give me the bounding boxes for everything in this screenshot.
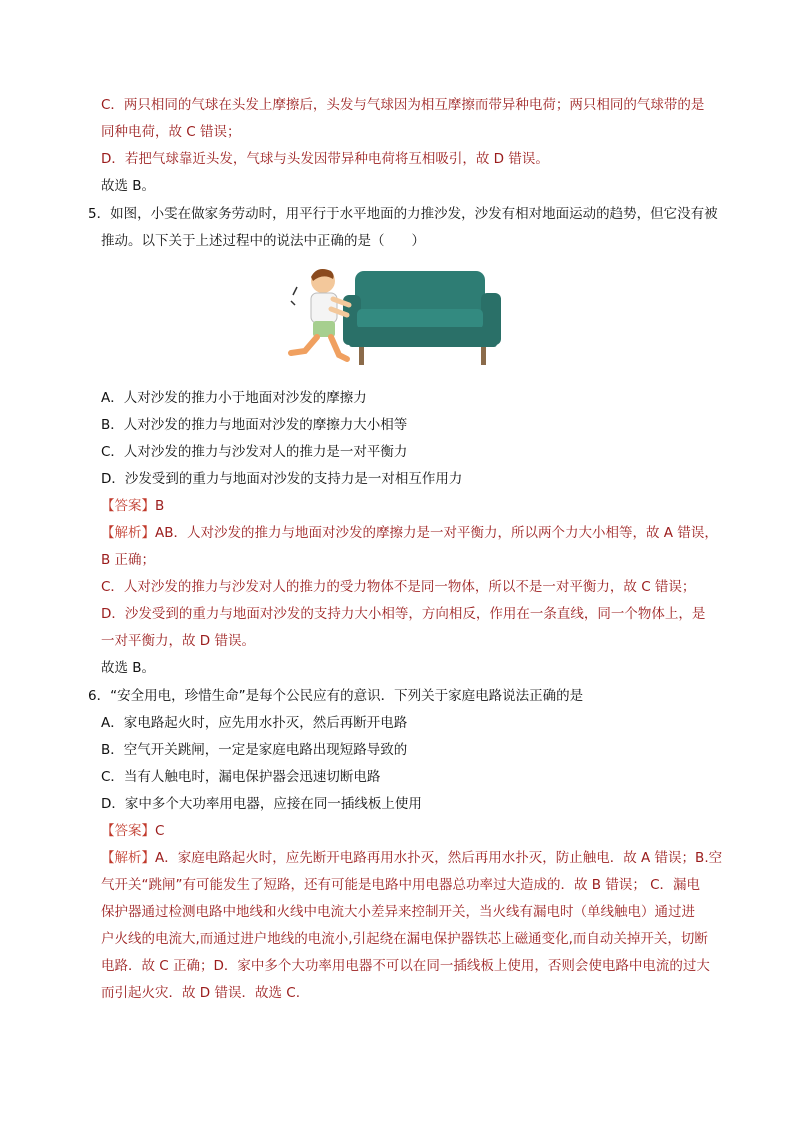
q5-conclusion: 故选 B。 bbox=[101, 660, 156, 676]
q6-analysis-line3: 保护器通过检测电路中地线和火线中电流大小差异来控制开关，当火线有漏电时（单线触电）通过进 bbox=[101, 904, 695, 920]
prev-option-c-line1: C．两只相同的气球在头发上摩擦后，头发与气球因为相互摩擦而带异种电荷；两只相同的气球带的是 bbox=[101, 97, 705, 113]
q5-analysis-line1 bbox=[101, 524, 718, 542]
q5-option-a: A．人对沙发的推力小于地面对沙发的摩擦力 bbox=[101, 390, 367, 406]
q6-answer-value: C bbox=[155, 823, 165, 839]
q5-analysis-text1: AB．人对沙发的推力与地面对沙发的摩擦力是一对平衡力，所以两个力大小相等，故 A 错误， bbox=[155, 525, 718, 541]
boy-image bbox=[291, 269, 349, 359]
q6-analysis-line6: 而引起火灾．故 D 错误．故选 C. bbox=[101, 985, 300, 1001]
q5-analysis-line3: C．人对沙发的推力与沙发对人的推力的受力物体不是同一物体，所以不是一对平衡力，故 C 错误； bbox=[101, 579, 696, 595]
q5-option-d: D．沙发受到的重力与地面对沙发的支持力是一对相互作用力 bbox=[101, 471, 463, 487]
prev-conclusion: 故选 B。 bbox=[101, 178, 156, 194]
q5-answer-value: B bbox=[155, 498, 165, 514]
q6-answer bbox=[101, 822, 164, 840]
boy-pushing-sofa-illustration bbox=[283, 265, 505, 373]
q6-option-c: C．当有人触电时，漏电保护器会迅速切断电路 bbox=[101, 769, 381, 785]
q5-stem-line1: 5．如图，小雯在做家务劳动时，用平行于水平地面的力推沙发，沙发有相对地面运动的趋势，但它没有被 bbox=[88, 206, 718, 222]
q6-analysis-line2: 气开关“跳闸”有可能发生了短路，还有可能是电路中用电器总功率过大造成的．故 B 错误； C．漏电 bbox=[101, 877, 701, 893]
sofa-image bbox=[343, 271, 501, 365]
q6-analysis-text1: A．家庭电路起火时，应先断开电路再用水扑灭，然后再用水扑灭，防止触电．故 A 错误；B.空 bbox=[155, 850, 723, 866]
q6-option-b: B．空气开关跳闸，一定是家庭电路出现短路导致的 bbox=[101, 742, 408, 758]
q5-analysis-line2: B 正确； bbox=[101, 552, 156, 568]
q6-analysis-line4: 户火线的电流大,而通过进户地线的电流小,引起绕在漏电保护器铁芯上磁通变化,而自动关掉开关，切断 bbox=[101, 931, 708, 947]
q5-analysis-label: 【解析】 bbox=[101, 525, 155, 541]
q6-answer-label: 【答案】 bbox=[101, 823, 155, 839]
q5-answer bbox=[101, 497, 164, 515]
q5-analysis-line5: 一对平衡力，故 D 错误。 bbox=[101, 633, 255, 649]
q6-analysis-label: 【解析】 bbox=[101, 850, 155, 866]
prev-option-c-line2: 同种电荷，故 C 错误； bbox=[101, 124, 241, 140]
q6-analysis-line5: 电路．故 C 正确；D．家中多个大功率用电器不可以在同一插线板上使用，否则会使电路中电流的过大 bbox=[101, 958, 710, 974]
q6-option-a: A．家电路起火时，应先用水扑灭，然后再断开电路 bbox=[101, 715, 408, 731]
prev-option-d: D．若把气球靠近头发，气球与头发因带异种电荷将互相吸引，故 D 错误。 bbox=[101, 151, 549, 167]
q6-analysis-line1 bbox=[101, 849, 722, 867]
q5-stem-line2: 推动。以下关于上述过程中的说法中正确的是（ ） bbox=[101, 233, 425, 249]
q5-option-c: C．人对沙发的推力与沙发对人的推力是一对平衡力 bbox=[101, 444, 408, 460]
q5-option-b: B．人对沙发的推力与地面对沙发的摩擦力大小相等 bbox=[101, 417, 408, 433]
q5-analysis-line4: D．沙发受到的重力与地面对沙发的支持力大小相等，方向相反，作用在一条直线，同一个物体上，是 bbox=[101, 606, 706, 622]
q5-answer-label: 【答案】 bbox=[101, 498, 155, 514]
q6-option-d: D．家中多个大功率用电器，应接在同一插线板上使用 bbox=[101, 796, 422, 812]
q6-stem: 6．“安全用电，珍惜生命”是每个公民应有的意识．下列关于家庭电路说法正确的是 bbox=[88, 688, 584, 704]
